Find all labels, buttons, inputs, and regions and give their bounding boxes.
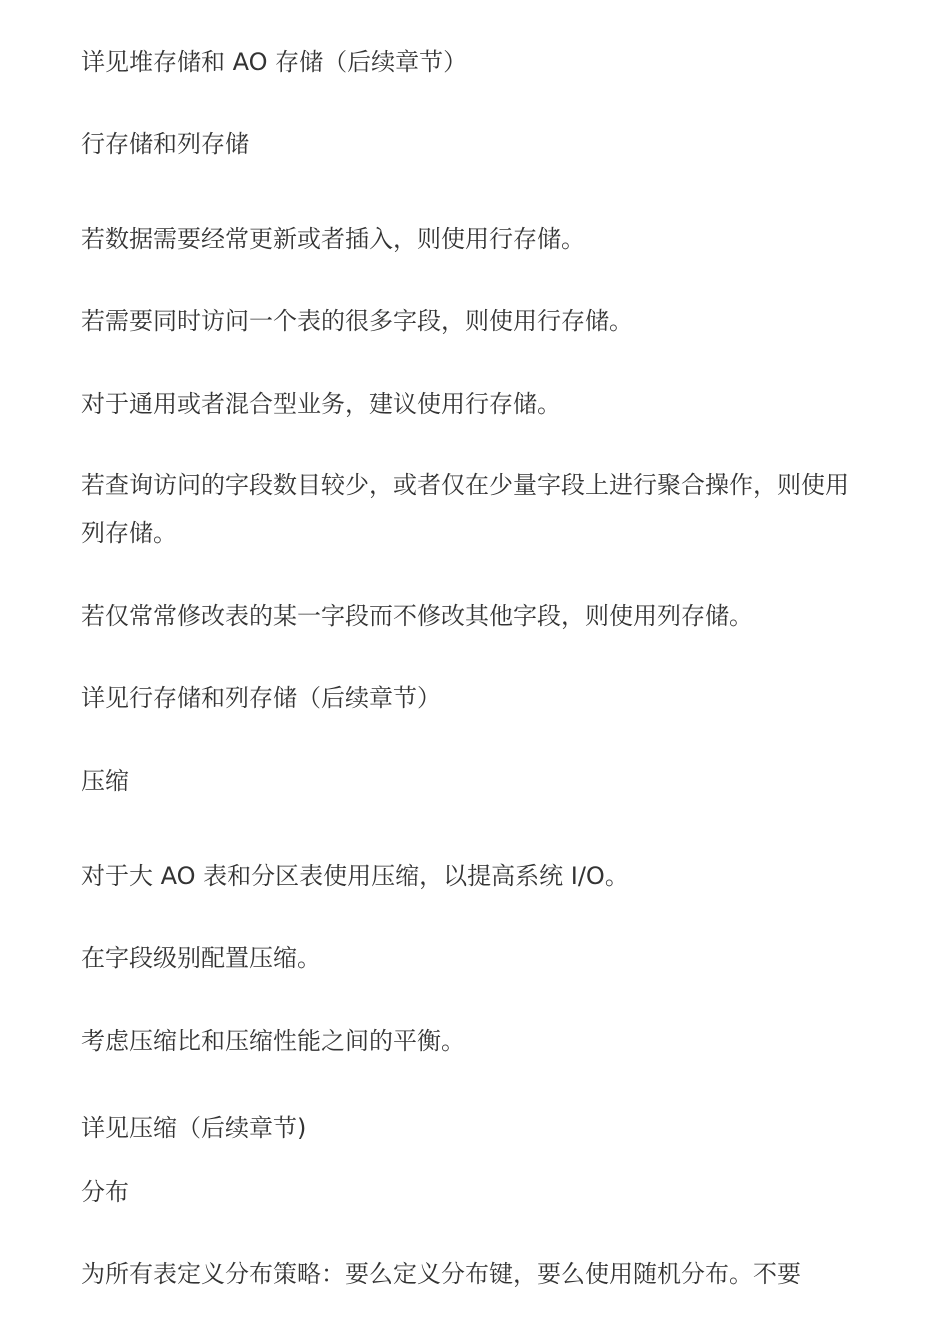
paragraph-compression-balance: 考虑压缩比和压缩性能之间的平衡。 <box>81 1027 465 1055</box>
paragraph-compress-field-level: 在字段级别配置压缩。 <box>81 944 321 972</box>
paragraph-row-storage-general: 对于通用或者混合型业务，建议使用行存储。 <box>81 390 561 418</box>
paragraph-see-compression: 详见压缩（后续章节) <box>81 1114 307 1142</box>
paragraph-see-heap-ao-storage: 详见堆存储和 AO 存储（后续章节） <box>81 48 468 76</box>
section-heading-row-column-storage: 行存储和列存储 <box>81 130 249 158</box>
paragraph-column-storage-few-fields: 若查询访问的字段数目较少，或者仅在少量字段上进行聚合操作，则使用列存储。 <box>81 471 849 547</box>
paragraph-distribution-policy: 为所有表定义分布策略：要么定义分布键，要么使用随机分布。不要 <box>81 1260 801 1288</box>
paragraph-row-storage-many-fields: 若需要同时访问一个表的很多字段，则使用行存储。 <box>81 307 633 335</box>
paragraph-column-storage-modify-field: 若仅常常修改表的某一字段而不修改其他字段，则使用列存储。 <box>81 602 753 630</box>
section-heading-compression: 压缩 <box>81 767 129 795</box>
section-heading-distribution: 分布 <box>81 1178 129 1206</box>
paragraph-compress-ao-partition: 对于大 AO 表和分区表使用压缩，以提高系统 I/O。 <box>81 862 629 890</box>
paragraph-row-storage-update-insert: 若数据需要经常更新或者插入，则使用行存储。 <box>81 225 585 253</box>
paragraph-see-row-column-storage: 详见行存储和列存储（后续章节） <box>81 684 441 712</box>
